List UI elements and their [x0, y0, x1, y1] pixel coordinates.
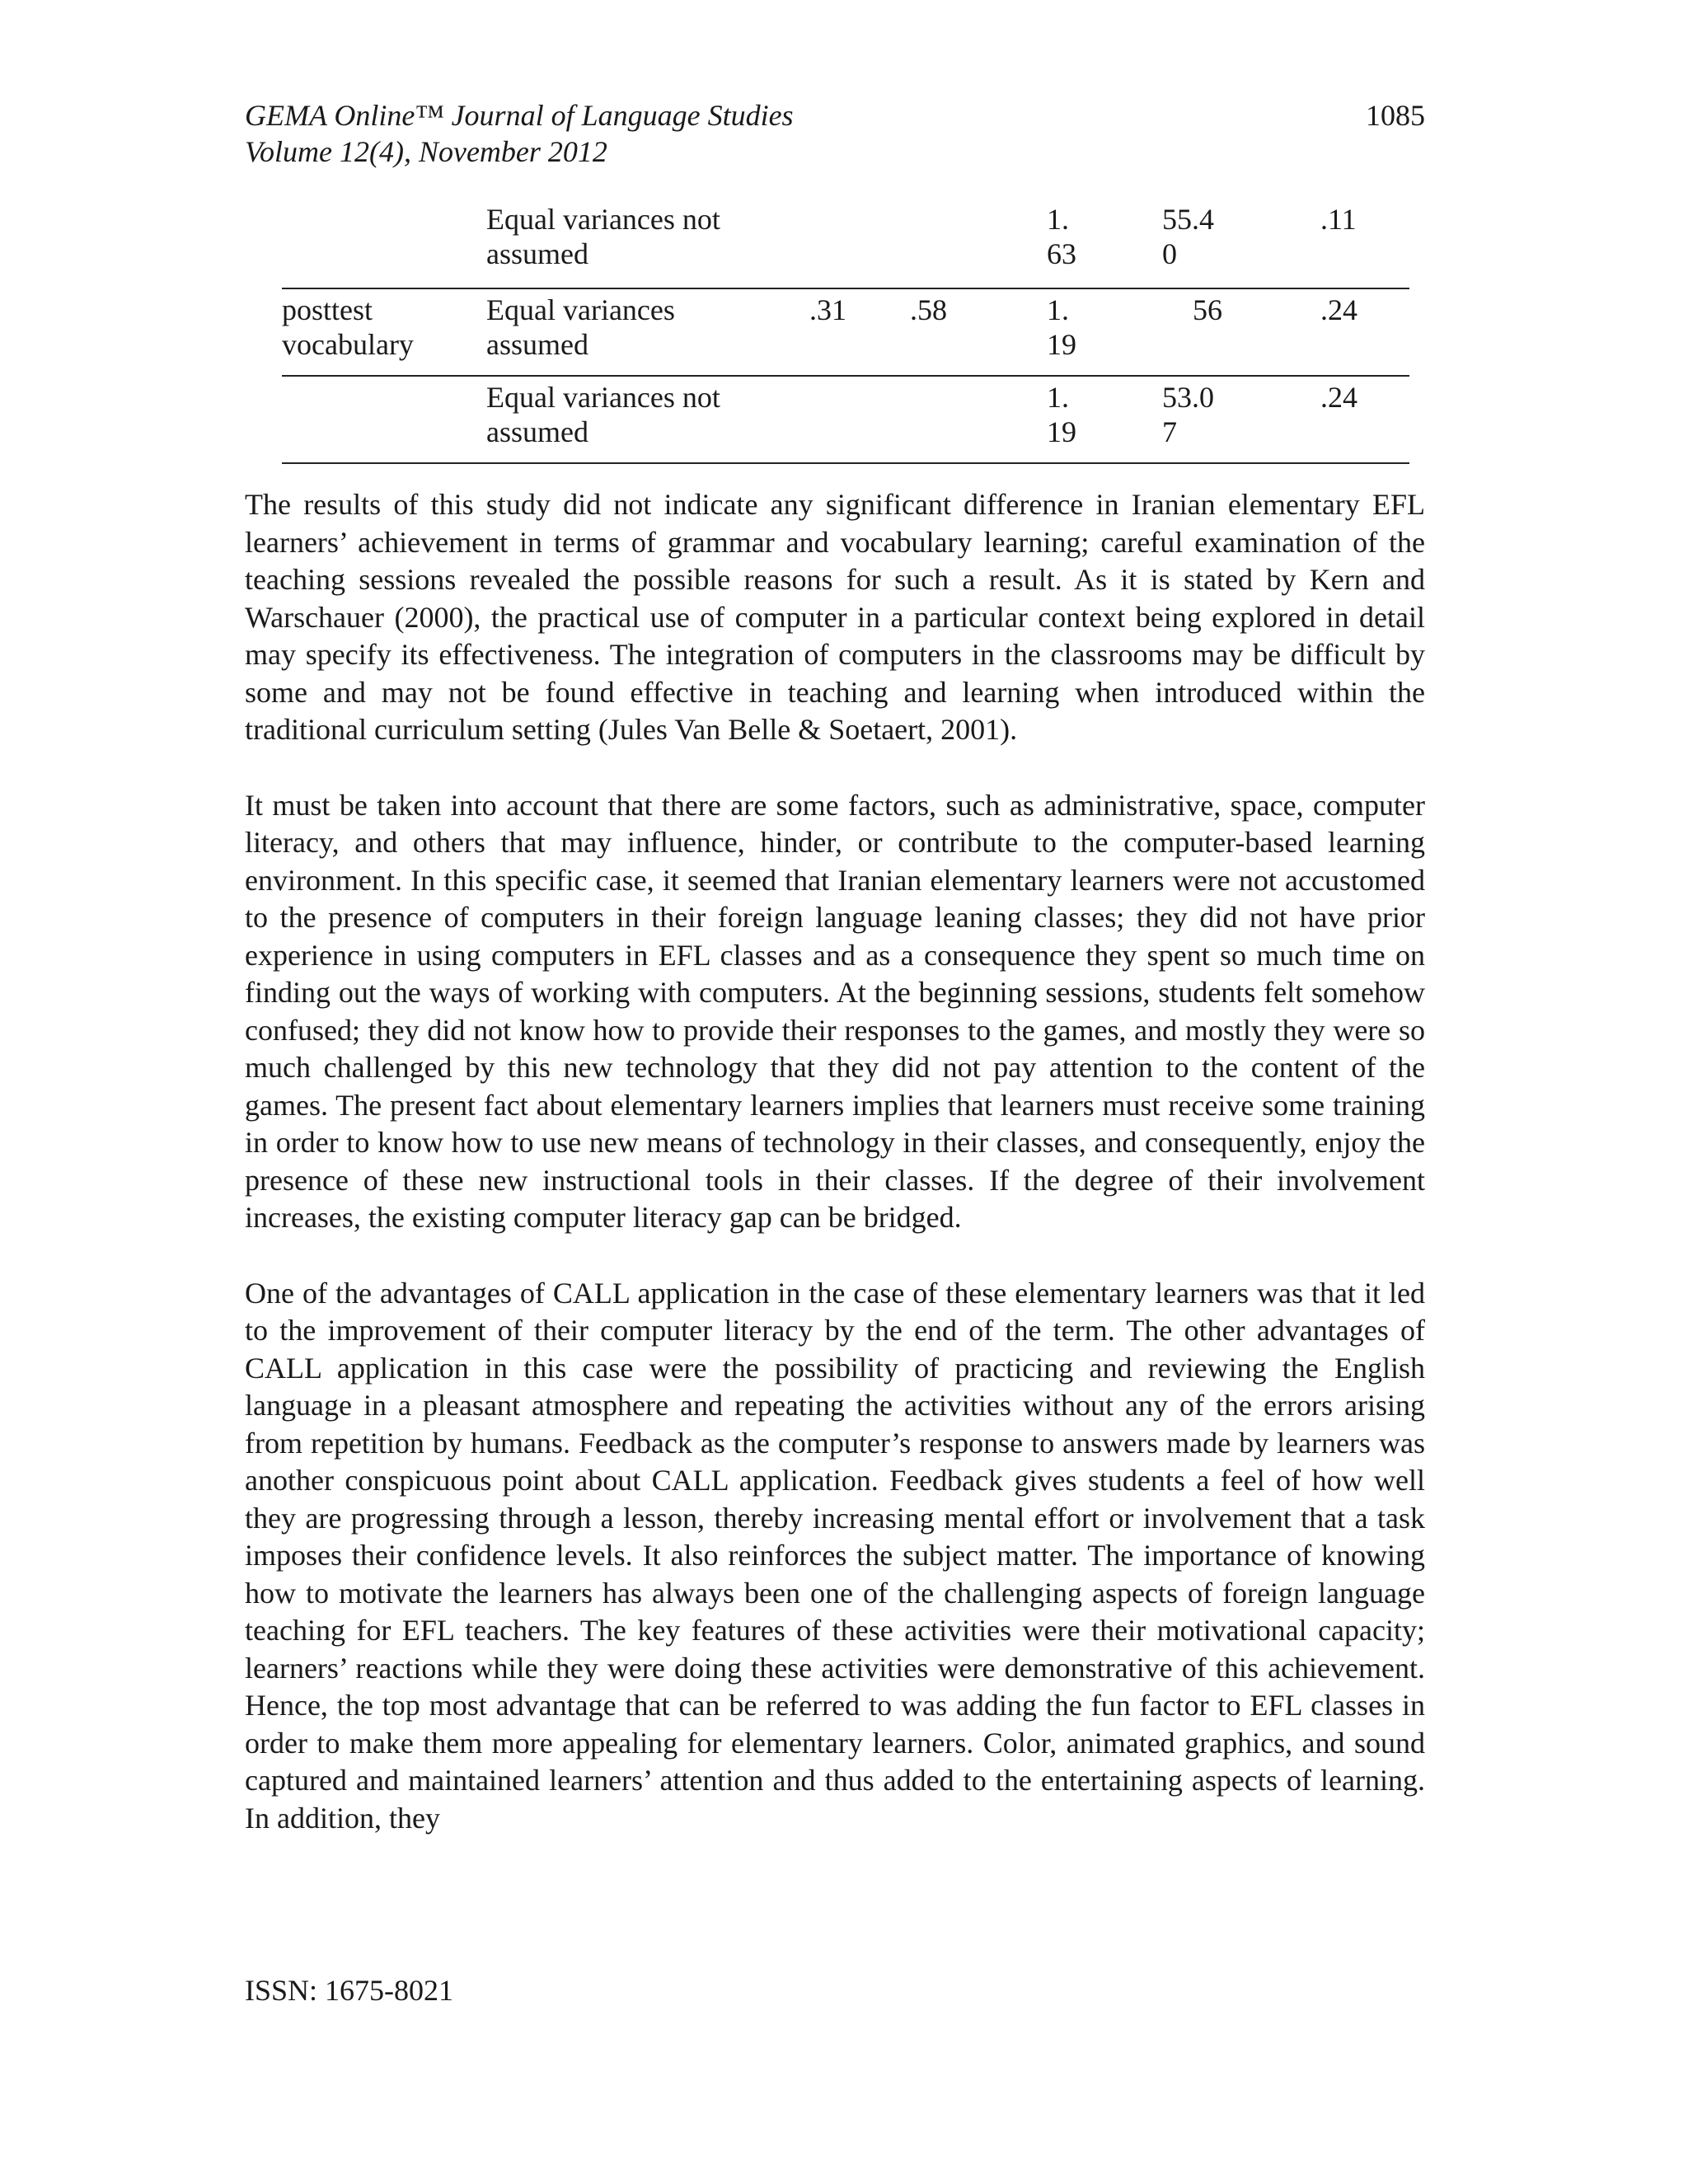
journal-title: GEMA Online™ Journal of Language Studies: [245, 99, 794, 132]
table-cell-p: .24: [1320, 293, 1357, 326]
paragraph: One of the advantages of CALL application in the case of these elementary learners was that it led to the improvement of their computer literacy by the end of the term. The other advantages of CALL application in this case were the possibility of practicing and reviewing the English language in a pleasant atmosphere and repeating the activities without any of the errors arising from repetition by humans. Feedback as the computer’s response to answers made by learners was another conspicuous point about CALL application. Feedback gives students a feel of how well they are progressing through a lesson, thereby increasing mental effort or involvement that a task imposes their confidence levels. It also reinforces the subject matter. The importance of knowing how to motivate the learners has always been one of the challenging aspects of foreign language teaching for EFL teachers. The key features of these activities were their motivational capacity; learners’ reactions while they were doing these activities were demonstrative of this achievement. Hence, the top most advantage that can be referred to was adding the fun factor to EFL classes in order to make them more appealing for elementary learners. Color, animated graphics, and sound captured and maintained learners’ attention and thus added to the entertaining aspects of learning. In addition, they: [245, 1276, 1425, 1835]
table-cell-t: 1.19: [1047, 381, 1076, 448]
table-cell-f: .31: [809, 293, 846, 326]
table-cell-df: 55.40: [1162, 203, 1214, 270]
page-footer: [245, 1972, 453, 2008]
paragraph: The results of this study did not indicate any significant difference in Iranian elementary EFL learners’ achievement in terms of grammar and vocabulary learning; careful examination of the teaching sessions revealed the possible reasons for such a result. As it is stated by Kern and Warschauer (2000), the practical use of computer in a particular context being explored in detail may specify its effectiveness. The integration of computers in the classrooms may be difficult by some and may not be found effective in teaching and learning when introduced within the traditional curriculum setting (Jules Van Belle & Soetaert, 2001).: [245, 488, 1425, 746]
table-cell-t: 1.63: [1047, 203, 1076, 270]
table-cell-label: Equal variances assumed: [486, 293, 675, 361]
journal-volume: Volume 12(4), November 2012: [245, 135, 607, 168]
body-text: [245, 486, 1425, 1875]
table-cell-p: .24: [1320, 381, 1357, 414]
table-cell-p: .11: [1320, 203, 1357, 236]
table-row: [282, 202, 1409, 289]
issn-label: ISSN: 1675-8021: [245, 1974, 454, 2007]
table-row: [282, 377, 1409, 464]
table-cell-df: 53.07: [1162, 381, 1214, 448]
table-cell-sig: .58: [910, 293, 947, 326]
table-cell-group: posttest vocabulary: [282, 293, 414, 361]
table-cell-label: Equal variances not assumed: [486, 203, 720, 270]
table-row: [282, 289, 1409, 377]
table-cell-label: Equal variances not assumed: [486, 381, 720, 448]
table-cell-df: 56: [1193, 293, 1222, 326]
results-table: [282, 202, 1409, 464]
page-number: 1085: [1366, 99, 1425, 132]
paragraph: It must be taken into account that there are some factors, such as administrative, space, computer literacy, and others that may influence, hinder, or contribute to the computer-based learning environment. In this specific case, it seemed that Iranian elementary learners were not accustomed to the presence of computers in their foreign language leaning classes; they did not have prior experience in using computers in EFL classes and as a consequence they spent so much time on finding out the ways of working with computers. At the beginning sessions, students felt somehow confused; they did not know how to provide their responses to the games, and mostly they were so much challenged by this new technology that they did not pay attention to the content of the games. The present fact about elementary learners implies that learners must receive some training in order to know how to use new means of technology in their classes, and consequently, enjoy the presence of these new instructional tools in their classes. If the degree of their involvement increases, the existing computer literacy gap can be bridged.: [245, 788, 1425, 1234]
page-header: [245, 97, 1425, 170]
table-cell-t: 1.19: [1047, 293, 1076, 361]
